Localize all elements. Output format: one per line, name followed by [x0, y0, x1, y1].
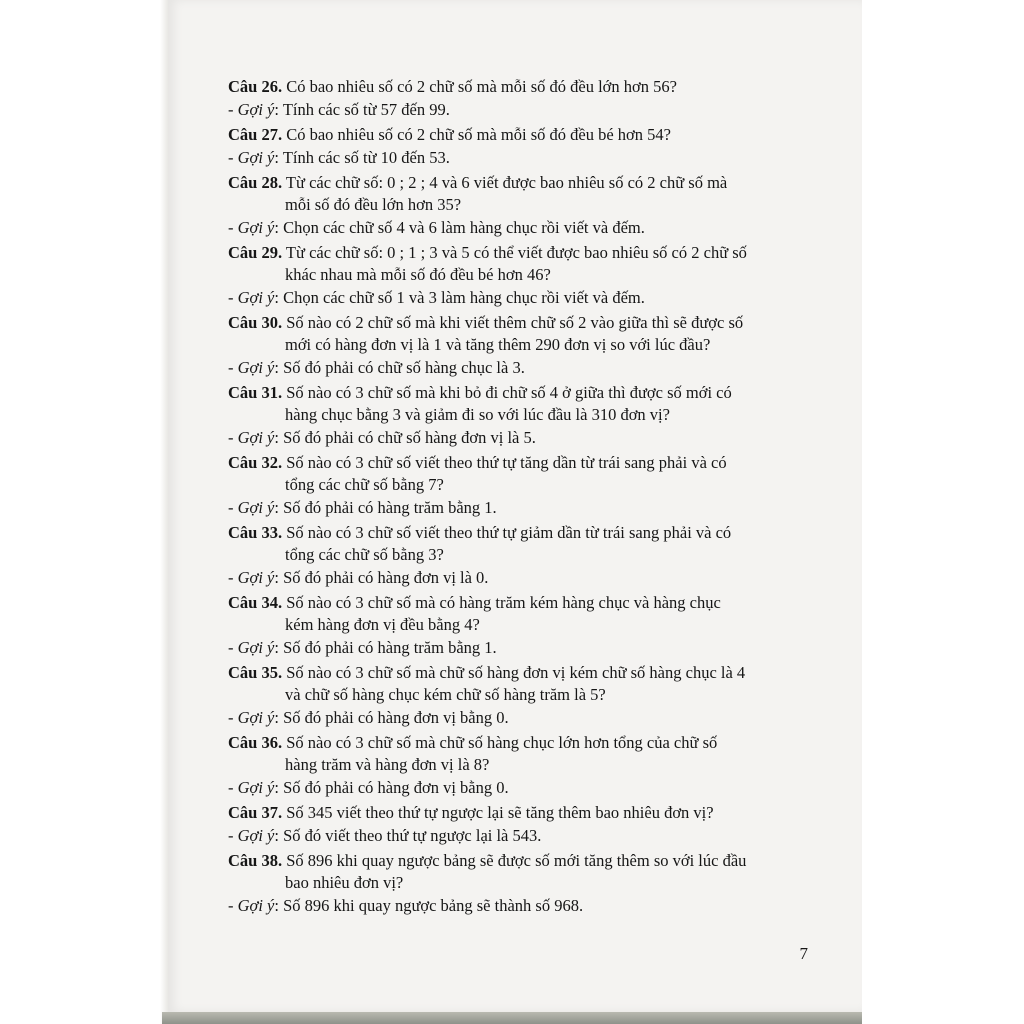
exercise-item	[228, 522, 796, 589]
page-number: 7	[799, 944, 808, 963]
question-text: Số 896 khi quay ngược bảng sẽ được số mới tăng thêm so với lúc đầu	[286, 851, 747, 870]
question-text: hàng trăm và hàng đơn vị là 8?	[285, 755, 490, 774]
hint-text: Chọn các chữ số 1 và 3 làm hàng chục rồi viết và đếm.	[283, 288, 645, 307]
right-background	[862, 0, 1024, 1024]
hint-text: Số đó phải có hàng đơn vị là 0.	[283, 568, 489, 587]
hint: - Gợi ý: Số đó phải có hàng đơn vị bằng 0.	[228, 708, 509, 727]
question	[228, 76, 796, 98]
hint-text: Số đó phải có chữ số hàng đơn vị là 5.	[283, 428, 536, 447]
question-number: Câu 32.	[228, 453, 283, 472]
exercise-item	[228, 452, 796, 519]
hint: - Gợi ý: Tính các số từ 57 đến 99.	[228, 100, 450, 119]
hint-text: Số đó phải có hàng trăm bằng 1.	[283, 638, 497, 657]
question-text: mỗi số đó đều lớn hơn 35?	[285, 195, 462, 214]
question	[228, 850, 796, 894]
question	[228, 172, 796, 216]
hint-label: Gợi ý	[237, 638, 275, 657]
question-text: kém hàng đơn vị đều bằng 4?	[285, 615, 480, 634]
exercise-item	[228, 124, 796, 169]
hint-text: Số đó viết theo thứ tự ngược lại là 543.	[283, 826, 542, 845]
question-text: Số nào có 3 chữ số viết theo thứ tự tăng dần từ trái sang phải và có	[286, 453, 727, 472]
hint: - Gợi ý: Số 896 khi quay ngược bảng sẽ thành số 968.	[228, 896, 584, 915]
hint: - Gợi ý: Chọn các chữ số 1 và 3 làm hàng chục rồi viết và đếm.	[228, 288, 645, 307]
question	[228, 242, 796, 286]
question-text: Từ các chữ số: 0 ; 2 ; 4 và 6 viết được bao nhiêu số có 2 chữ số mà	[285, 173, 728, 192]
question-text: Có bao nhiêu số có 2 chữ số mà mỗi số đó đều lớn hơn 56?	[286, 77, 677, 96]
question-text: và chữ số hàng chục kém chữ số hàng trăm là 5?	[285, 685, 606, 704]
question	[228, 124, 796, 146]
question-text: Số nào có 3 chữ số mà có hàng trăm kém hàng chục và hàng chục	[286, 593, 721, 612]
hint: - Gợi ý: Tính các số từ 10 đến 53.	[228, 148, 450, 167]
hint-label: Gợi ý	[237, 778, 275, 797]
page-fold-shadow	[160, 0, 168, 1024]
hint-label: Gợi ý	[237, 218, 275, 237]
exercise-item	[228, 172, 796, 239]
exercise-item	[228, 242, 796, 309]
hint-text: Tính các số từ 57 đến 99.	[282, 100, 450, 119]
question-text: tổng các chữ số bằng 3?	[285, 545, 444, 564]
question-text: Số nào có 2 chữ số mà khi viết thêm chữ số 2 vào giữa thì sẽ được số	[286, 313, 744, 332]
question-text: tổng các chữ số bằng 7?	[285, 475, 444, 494]
question-number: Câu 31.	[228, 383, 283, 402]
question	[228, 522, 796, 566]
question-text: Số nào có 3 chữ số mà chữ số hàng đơn vị kém chữ số hàng chục là 4	[286, 663, 746, 682]
exercise-item	[228, 76, 796, 121]
exercise-item	[228, 850, 796, 917]
exercise-item	[228, 732, 796, 799]
hint-text: Số 896 khi quay ngược bảng sẽ thành số 968.	[283, 896, 584, 915]
question	[228, 732, 796, 776]
question-text: khác nhau mà mỗi số đó đều bé hơn 46?	[285, 265, 551, 284]
question	[228, 802, 796, 824]
hint: - Gợi ý: Chọn các chữ số 4 và 6 làm hàng chục rồi viết và đếm.	[228, 218, 645, 237]
hint-label: Gợi ý	[237, 288, 275, 307]
hint-text: Số đó phải có chữ số hàng chục là 3.	[283, 358, 525, 377]
question-number: Câu 37.	[228, 803, 283, 822]
question-number: Câu 34.	[228, 593, 283, 612]
question-text: mới có hàng đơn vị là 1 và tăng thêm 290 đơn vị so với lúc đầu?	[285, 335, 711, 354]
exercise-item	[228, 592, 796, 659]
hint-text: Số đó phải có hàng trăm bằng 1.	[283, 498, 497, 517]
question-number: Câu 28.	[228, 173, 283, 192]
hint-label: Gợi ý	[237, 896, 275, 915]
hint: - Gợi ý: Số đó phải có chữ số hàng đơn vị là 5.	[228, 428, 536, 447]
question-number: Câu 30.	[228, 313, 283, 332]
hint-text: Tính các số từ 10 đến 53.	[282, 148, 450, 167]
exercise-item	[228, 382, 796, 449]
question	[228, 592, 796, 636]
question-text: Số 345 viết theo thứ tự ngược lại sẽ tăng thêm bao nhiêu đơn vị?	[286, 803, 714, 822]
question-number: Câu 29.	[228, 243, 283, 262]
question-text: Số nào có 3 chữ số viết theo thứ tự giảm dần từ trái sang phải và có	[286, 523, 732, 542]
question-text: Có bao nhiêu số có 2 chữ số mà mỗi số đó đều bé hơn 54?	[286, 125, 671, 144]
question-text: Số nào có 3 chữ số mà chữ số hàng chục lớn hơn tổng của chữ số	[286, 733, 718, 752]
hint-label: Gợi ý	[237, 358, 275, 377]
hint: - Gợi ý: Số đó phải có chữ số hàng chục là 3.	[228, 358, 525, 377]
hint-label: Gợi ý	[237, 100, 275, 119]
exercise-item	[228, 312, 796, 379]
question-text: Từ các chữ số: 0 ; 1 ; 3 và 5 có thể viết được bao nhiêu số có 2 chữ số	[285, 243, 747, 262]
question-number: Câu 35.	[228, 663, 283, 682]
hint-label: Gợi ý	[237, 568, 275, 587]
left-background	[0, 0, 168, 1024]
question-number: Câu 38.	[228, 851, 283, 870]
hint-label: Gợi ý	[237, 428, 275, 447]
question	[228, 382, 796, 426]
hint: - Gợi ý: Số đó phải có hàng trăm bằng 1.	[228, 498, 497, 517]
hint-label: Gợi ý	[237, 826, 275, 845]
hint: - Gợi ý: Số đó phải có hàng đơn vị bằng 0.	[228, 778, 509, 797]
hint-text: Số đó phải có hàng đơn vị bằng 0.	[283, 778, 509, 797]
question-text: hàng chục bằng 3 và giảm đi so với lúc đầu là 310 đơn vị?	[285, 405, 670, 424]
exercise-item	[228, 662, 796, 729]
exercise-item	[228, 802, 796, 847]
question	[228, 452, 796, 496]
question	[228, 312, 796, 356]
question-number: Câu 26.	[228, 77, 283, 96]
question-text: bao nhiêu đơn vị?	[285, 873, 404, 892]
hint-text: Số đó phải có hàng đơn vị bằng 0.	[283, 708, 509, 727]
hint-label: Gợi ý	[237, 498, 275, 517]
question	[228, 662, 796, 706]
hint-label: Gợi ý	[237, 708, 275, 727]
hint: - Gợi ý: Số đó phải có hàng đơn vị là 0.	[228, 568, 489, 587]
question-text: Số nào có 3 chữ số mà khi bỏ đi chữ số 4 ở giữa thì được số mới có	[286, 383, 732, 402]
question-number: Câu 27.	[228, 125, 283, 144]
question-number: Câu 33.	[228, 523, 283, 542]
hint: - Gợi ý: Số đó phải có hàng trăm bằng 1.	[228, 638, 497, 657]
hint-label: Gợi ý	[237, 148, 275, 167]
question-number: Câu 36.	[228, 733, 283, 752]
exercise-list	[228, 76, 796, 920]
hint: - Gợi ý: Số đó viết theo thứ tự ngược lại là 543.	[228, 826, 542, 845]
table-surface	[162, 1012, 862, 1024]
hint-text: Chọn các chữ số 4 và 6 làm hàng chục rồi viết và đếm.	[283, 218, 645, 237]
